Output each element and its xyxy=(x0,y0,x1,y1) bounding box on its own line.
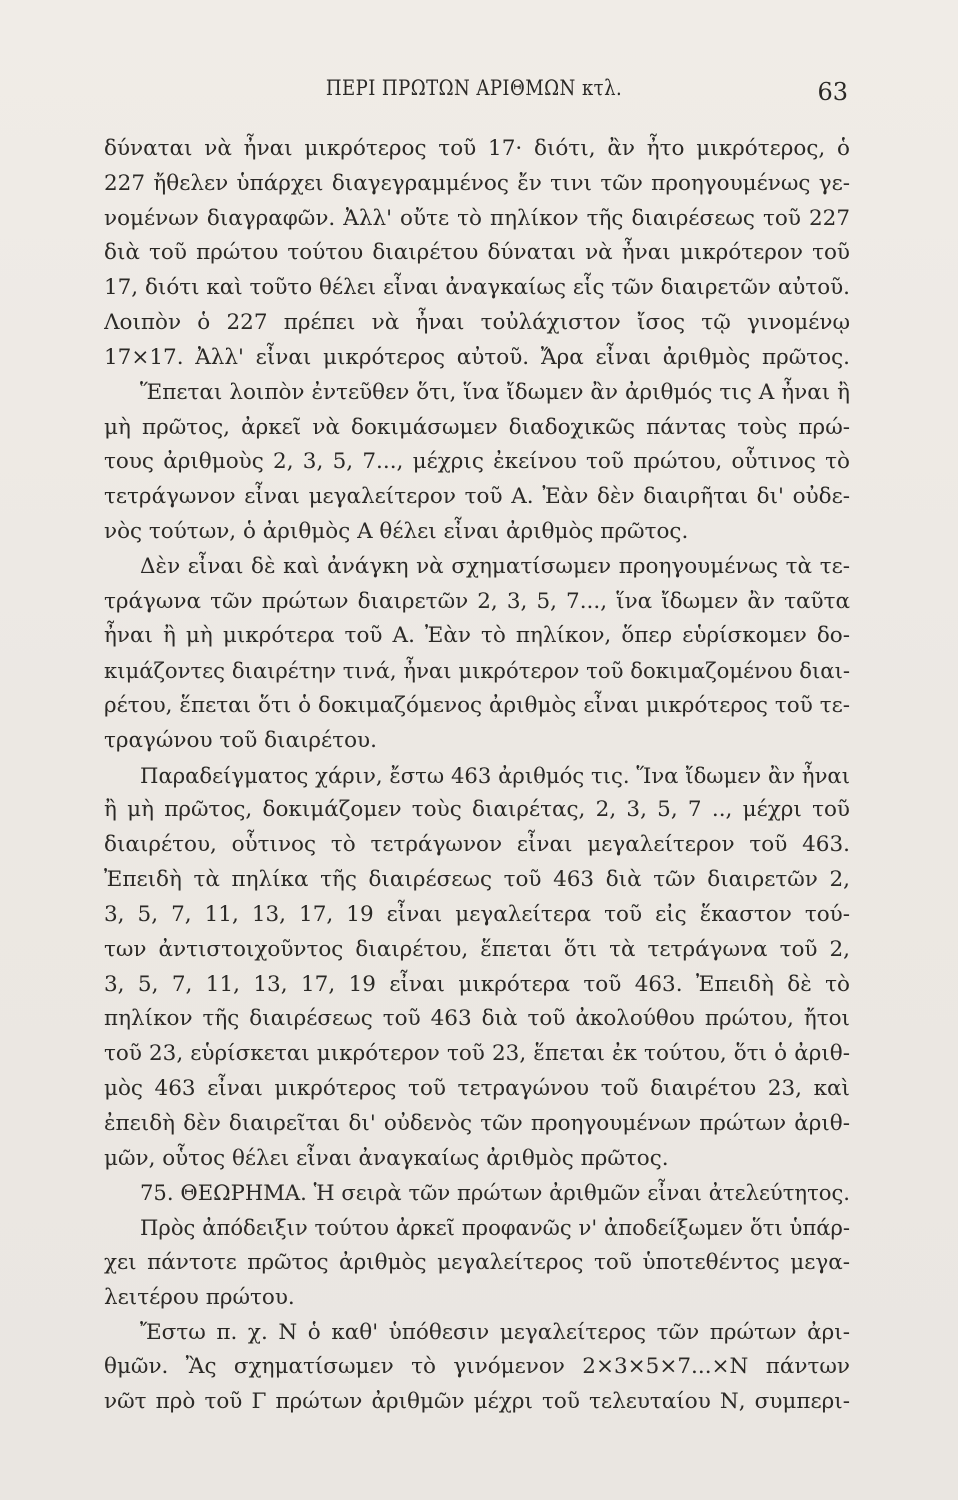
text-line: πηλίκον τῆς διαιρέσεως τοῦ 463 διὰ τοῦ ἀκολούθου πρώτου, ἤτοι xyxy=(104,1006,850,1032)
running-head: ΠΕΡΙ ΠΡΩΤΩΝ ΑΡΙΘΜΩΝ κτλ. xyxy=(325,76,623,100)
text-line: Πρὸς ἀπόδειξιν τούτου ἀρκεῖ προφανῶς ν' ἀποδείξωμεν ὅτι ὑπάρ- xyxy=(140,1215,850,1241)
text-line: 3, 5, 7, 11, 13, 17, 19 εἶναι μεγαλείτερα τοῦ εἰς ἕκαστον τού- xyxy=(104,901,850,927)
text-line: 3, 5, 7, 11, 13, 17, 19 εἶναι μικρότερα τοῦ 463. Ἐπειδὴ δὲ τὸ xyxy=(104,971,850,997)
text-line: λειτέρου πρώτου. xyxy=(104,1284,295,1310)
body-text xyxy=(104,132,850,1420)
text-line: Ἔστω π. χ. Ν ὁ καθ' ὑπόθεσιν μεγαλείτερος τῶν πρώτων ἀρι- xyxy=(140,1319,850,1345)
text-line: μὸς 463 εἶναι μικρότερος τοῦ τετραγώνου τοῦ διαιρέτου 23, καὶ xyxy=(104,1075,850,1101)
text-line: ἢ μὴ πρῶτος, δοκιμάζομεν τοὺς διαιρέτας, 2, 3, 5, 7 .., μέχρι τοῦ xyxy=(104,797,850,823)
text-line: νομένων διαγραφῶν. Ἀλλ' οὔτε τὸ πηλίκον τῆς διαιρέσεως τοῦ 227 xyxy=(104,205,850,231)
text-line: διαιρέτου, οὗτινος τὸ τετράγωνον εἶναι μεγαλείτερον τοῦ 463. xyxy=(104,832,850,858)
text-line: χει πάντοτε πρῶτος ἀριθμὸς μεγαλείτερος τοῦ ὑποτεθέντος μεγα- xyxy=(104,1250,850,1275)
text-line: Ἕπεται λοιπὸν ἐντεῦθεν ὅτι, ἵνα ἴδωμεν ἂν ἀριθμός τις Α ἦναι ἢ xyxy=(140,379,850,405)
text-line: ἦναι ἢ μὴ μικρότερα τοῦ Α. Ἐὰν τὸ πηλίκον, ὅπερ εὑρίσκομεν δο- xyxy=(104,623,850,649)
text-line: νῶτ πρὸ τοῦ Γ πρώτων ἀριθμῶν μέχρι τοῦ τελευταίου Ν, συμπερι- xyxy=(104,1389,850,1415)
page-number: 63 xyxy=(817,78,848,106)
text-line: ρέτου, ἕπεται ὅτι ὁ δοκιμαζόμενος ἀριθμὸς εἶναι μικρότερος τοῦ τε- xyxy=(104,693,850,718)
text-line: των ἀντιστοιχοῦντος διαιρέτου, ἕπεται ὅτι τὰ τετράγωνα τοῦ 2, xyxy=(104,936,850,962)
text-line: τοῦ 23, εὑρίσκεται μικρότερον τοῦ 23, ἕπεται ἐκ τούτου, ὅτι ὁ ἀριθ- xyxy=(104,1041,850,1067)
text-line: Ἐπειδὴ τὰ πηλίκα τῆς διαιρέσεως τοῦ 463 διὰ τῶν διαιρετῶν 2, xyxy=(104,867,850,893)
text-line: κιμάζοντες διαιρέτην τινά, ἦναι μικρότερον τοῦ δοκιμαζομένου διαι- xyxy=(104,658,850,684)
text-line: τετράγωνον εἶναι μεγαλείτερον τοῦ Α. Ἐὰν δὲν διαιρῆται δι' οὐδε- xyxy=(104,484,850,510)
text-line: Λοιπὸν ὁ 227 πρέπει νὰ ἦναι τοὐλάχιστον ἴσος τῷ γινομένῳ xyxy=(104,310,850,336)
page-header xyxy=(100,76,848,116)
text-line: ἐπειδὴ δὲν διαιρεῖται δι' οὐδενὸς τῶν προηγουμένων πρώτων ἀριθ- xyxy=(104,1110,850,1136)
text-line: Δὲν εἶναι δὲ καὶ ἀνάγκη νὰ σχηματίσωμεν προηγουμένως τὰ τε- xyxy=(140,553,850,579)
text-line: 227 ἤθελεν ὑπάρχει διαγεγραμμένος ἔν τινι τῶν προηγουμένως γε- xyxy=(104,170,850,196)
text-line: Παραδείγματος χάριν, ἔστω 463 ἀριθμός τις. Ἵνα ἴδωμεν ἂν ἦναι xyxy=(140,762,850,788)
text-line: μῶν, οὗτος θέλει εἶναι ἀναγκαίως ἀριθμὸς πρῶτος. xyxy=(104,1145,669,1171)
text-line: τους ἀριθμοὺς 2, 3, 5, 7..., μέχρις ἐκείνου τοῦ πρώτου, οὗτινος τὸ xyxy=(104,449,850,475)
text-line: μὴ πρῶτος, ἀρκεῖ νὰ δοκιμάσωμεν διαδοχικῶς πάντας τοὺς πρώ- xyxy=(104,414,850,440)
text-line: θμῶν. Ἂς σχηματίσωμεν τὸ γινόμενον 2×3×5×7...×Ν πάντων xyxy=(104,1354,850,1380)
text-line: νὸς τούτων, ὁ ἀριθμὸς Α θέλει εἶναι ἀριθμὸς πρῶτος. xyxy=(104,518,689,544)
text-line: 17, διότι καὶ τοῦτο θέλει εἶναι ἀναγκαίως εἷς τῶν διαιρετῶν αὐτοῦ. xyxy=(104,275,850,301)
text-line: 75. ΘΕΩΡΗΜΑ. Ἡ σειρὰ τῶν πρώτων ἀριθμῶν εἶναι ἀτελεύτητος. xyxy=(140,1180,850,1206)
text-line: διὰ τοῦ πρώτου τούτου διαιρέτου δύναται νὰ ἦναι μικρότερον τοῦ xyxy=(104,240,850,266)
text-line: δύναται νὰ ἦναι μικρότερος τοῦ 17· διότι, ἂν ἦτο μικρότερος, ὁ xyxy=(104,136,850,161)
text-line: 17×17. Ἀλλ' εἶναι μικρότερος αὐτοῦ. Ἄρα εἶναι ἀριθμὸς πρῶτος. xyxy=(104,344,850,370)
text-line: τραγώνου τοῦ διαιρέτου. xyxy=(104,727,377,753)
text-line: τράγωνα τῶν πρώτων διαιρετῶν 2, 3, 5, 7..., ἵνα ἴδωμεν ἂν ταῦτα xyxy=(104,588,850,614)
